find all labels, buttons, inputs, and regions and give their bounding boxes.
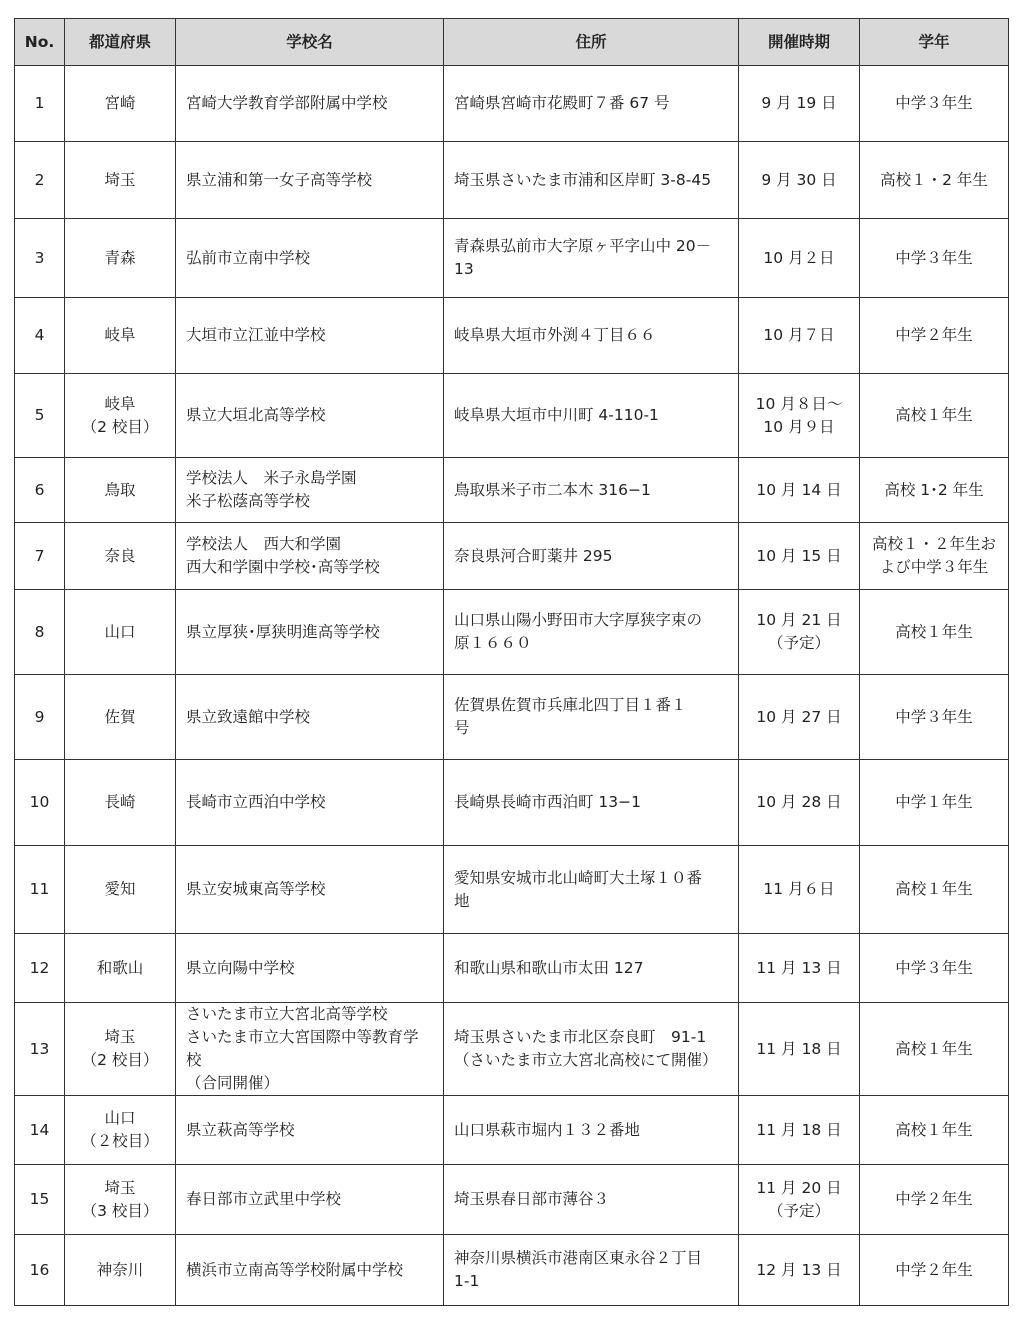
cell-no: 10 [15,760,65,846]
cell-grade: 高校１年生 [860,1096,1009,1165]
cell-school-name: 県立安城東高等学校 [176,846,444,934]
cell-address: 青森県弘前市大字原ヶ平字山中 20－ 13 [444,219,739,298]
cell-no: 9 [15,675,65,760]
cell-grade: 中学３年生 [860,219,1009,298]
cell-no: 16 [15,1235,65,1306]
cell-grade: 高校１年生 [860,590,1009,675]
cell-grade: 中学３年生 [860,675,1009,760]
cell-grade: 高校１年生 [860,1003,1009,1096]
cell-prefecture: 宮崎 [65,66,176,142]
cell-address: 長崎県長崎市西泊町 13−1 [444,760,739,846]
cell-grade: 中学２年生 [860,298,1009,374]
cell-school-name: 県立致遠館中学校 [176,675,444,760]
cell-prefecture: 埼玉 （3 校目） [65,1165,176,1235]
cell-date: 10 月 21 日 （予定） [739,590,860,675]
cell-grade: 高校１年生 [860,374,1009,458]
cell-address: 愛知県安城市北山崎町大土塚１０番 地 [444,846,739,934]
header-row [15,19,1009,66]
cell-prefecture: 神奈川 [65,1235,176,1306]
cell-no: 2 [15,142,65,219]
cell-address: 山口県萩市堀内１３２番地 [444,1096,739,1165]
cell-no: 13 [15,1003,65,1096]
cell-prefecture: 佐賀 [65,675,176,760]
cell-grade: 高校１・2 年生 [860,142,1009,219]
cell-prefecture: 和歌山 [65,934,176,1003]
cell-no: 8 [15,590,65,675]
table-row [15,675,1009,760]
cell-no: 15 [15,1165,65,1235]
table-row [15,934,1009,1003]
cell-no: 3 [15,219,65,298]
table-row [15,66,1009,142]
table-row [15,760,1009,846]
table-row [15,1003,1009,1096]
cell-date: 10 月 15 日 [739,523,860,590]
cell-date: 11 月６日 [739,846,860,934]
header-no: No. [15,19,65,66]
cell-address: 山口県山陽小野田市大字厚狭字束の 原１６６０ [444,590,739,675]
cell-address: 岐阜県大垣市外渕４丁目６６ [444,298,739,374]
cell-no: 1 [15,66,65,142]
cell-date: 10 月 27 日 [739,675,860,760]
cell-school-name: 県立萩高等学校 [176,1096,444,1165]
table-row [15,374,1009,458]
cell-grade: 中学３年生 [860,66,1009,142]
cell-prefecture: 長崎 [65,760,176,846]
cell-date: 12 月 13 日 [739,1235,860,1306]
cell-address: 岐阜県大垣市中川町 4-110-1 [444,374,739,458]
cell-grade: 高校 1･2 年生 [860,458,1009,523]
cell-prefecture: 岐阜 [65,298,176,374]
cell-school-name: 県立浦和第一女子高等学校 [176,142,444,219]
cell-school-name: 県立厚狭･厚狭明進高等学校 [176,590,444,675]
cell-school-name: 春日部市立武里中学校 [176,1165,444,1235]
cell-date: 9 月 30 日 [739,142,860,219]
cell-school-name: 横浜市立南高等学校附属中学校 [176,1235,444,1306]
cell-date: 10 月７日 [739,298,860,374]
cell-school-name: さいたま市立大宮北高等学校 さいたま市立大宮国際中等教育学 校 （合同開催） [176,1003,444,1096]
cell-date: 10 月８日～ 10 月９日 [739,374,860,458]
table-row [15,846,1009,934]
table-row [15,1096,1009,1165]
cell-no: 4 [15,298,65,374]
cell-prefecture: 愛知 [65,846,176,934]
cell-address: 神奈川県横浜市港南区東永谷２丁目 1-1 [444,1235,739,1306]
header-school-name: 学校名 [176,19,444,66]
cell-school-name: 長崎市立西泊中学校 [176,760,444,846]
cell-prefecture: 山口 （２校目） [65,1096,176,1165]
header-grade: 学年 [860,19,1009,66]
cell-grade: 中学２年生 [860,1235,1009,1306]
table-row [15,590,1009,675]
cell-prefecture: 青森 [65,219,176,298]
header-prefecture: 都道府県 [65,19,176,66]
cell-address: 埼玉県春日部市薄谷３ [444,1165,739,1235]
cell-date: 10 月 28 日 [739,760,860,846]
cell-no: 6 [15,458,65,523]
cell-school-name: 県立大垣北高等学校 [176,374,444,458]
cell-prefecture: 山口 [65,590,176,675]
cell-school-name: 大垣市立江並中学校 [176,298,444,374]
cell-date: 11 月 13 日 [739,934,860,1003]
cell-date: 11 月 20 日 （予定） [739,1165,860,1235]
cell-no: 14 [15,1096,65,1165]
cell-address: 佐賀県佐賀市兵庫北四丁目１番１ 号 [444,675,739,760]
table-row [15,458,1009,523]
table-row [15,298,1009,374]
table-row [15,1165,1009,1235]
table-row [15,142,1009,219]
cell-grade: 高校１年生 [860,846,1009,934]
cell-grade: 高校１・２年生お よび中学３年生 [860,523,1009,590]
cell-address: 鳥取県米子市二本木 316−1 [444,458,739,523]
cell-no: 7 [15,523,65,590]
cell-date: 9 月 19 日 [739,66,860,142]
cell-school-name: 学校法人 西大和学園 西大和学園中学校･高等学校 [176,523,444,590]
cell-school-name: 学校法人 米子永島学園 米子松蔭高等学校 [176,458,444,523]
table-row [15,1235,1009,1306]
cell-prefecture: 鳥取 [65,458,176,523]
cell-date: 11 月 18 日 [739,1003,860,1096]
cell-address: 埼玉県さいたま市浦和区岸町 3-8-45 [444,142,739,219]
cell-grade: 中学３年生 [860,934,1009,1003]
cell-date: 11 月 18 日 [739,1096,860,1165]
school-event-table [14,18,1009,1306]
cell-prefecture: 埼玉 [65,142,176,219]
cell-no: 5 [15,374,65,458]
cell-prefecture: 岐阜 （2 校目） [65,374,176,458]
cell-school-name: 弘前市立南中学校 [176,219,444,298]
header-address: 住所 [444,19,739,66]
cell-date: 10 月２日 [739,219,860,298]
cell-no: 11 [15,846,65,934]
cell-prefecture: 奈良 [65,523,176,590]
cell-no: 12 [15,934,65,1003]
table-row [15,523,1009,590]
cell-school-name: 県立向陽中学校 [176,934,444,1003]
cell-address: 埼玉県さいたま市北区奈良町 91-1 （さいたま市立大宮北高校にて開催） [444,1003,739,1096]
cell-address: 和歌山県和歌山市太田 127 [444,934,739,1003]
header-date: 開催時期 [739,19,860,66]
cell-prefecture: 埼玉 （2 校目） [65,1003,176,1096]
cell-grade: 中学１年生 [860,760,1009,846]
cell-grade: 中学２年生 [860,1165,1009,1235]
cell-address: 宮崎県宮崎市花殿町７番 67 号 [444,66,739,142]
cell-date: 10 月 14 日 [739,458,860,523]
table-row [15,219,1009,298]
cell-school-name: 宮崎大学教育学部附属中学校 [176,66,444,142]
cell-address: 奈良県河合町薬井 295 [444,523,739,590]
